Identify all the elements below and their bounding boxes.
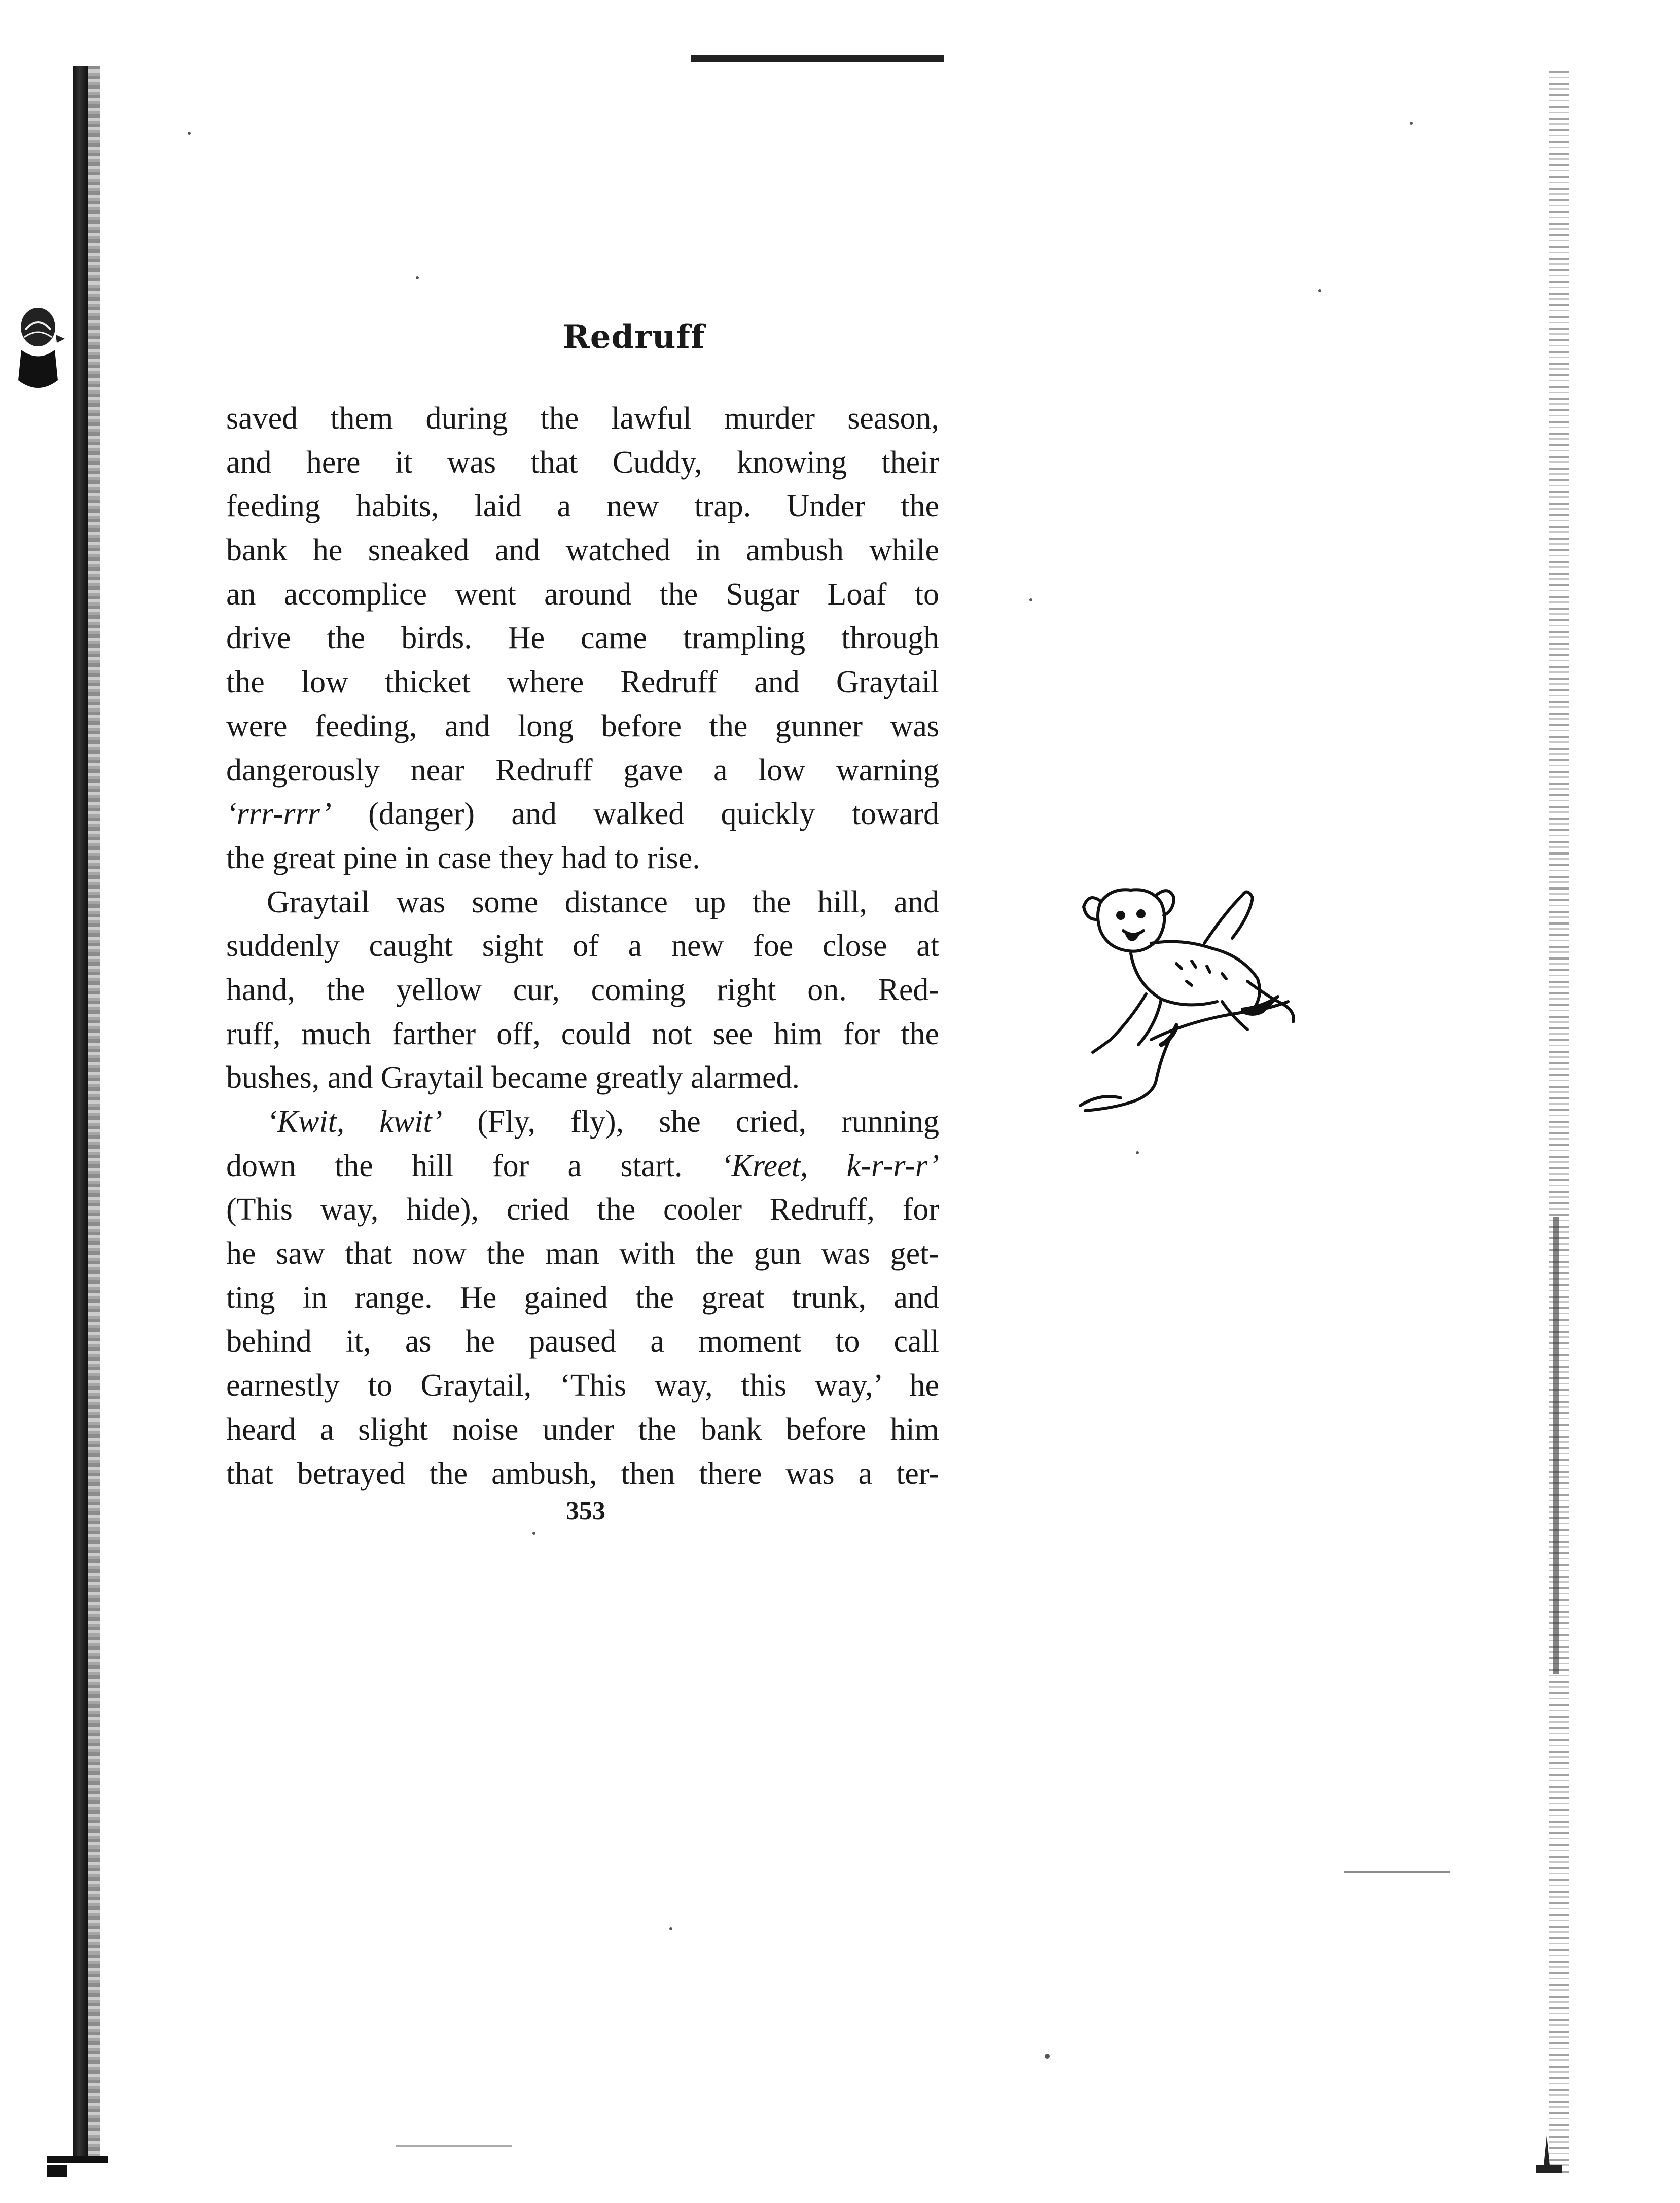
scan-speck: [1318, 289, 1321, 292]
text-line: hand, the yellow cur, coming right on. Red-: [226, 972, 939, 1007]
text-line: feeding habits, laid a new trap. Under the: [226, 489, 939, 524]
scan-speck: [532, 1532, 535, 1535]
text-line-lead: down the hill for a start.: [226, 1148, 721, 1183]
scan-line: [1344, 1871, 1450, 1873]
text-line: bank he sneaked and watched in ambush while: [226, 533, 939, 568]
scan-right-edge: [1549, 71, 1569, 2176]
text-line: (This way, hide), cried the cooler Redruff, for: [226, 1192, 939, 1227]
scan-left-corner-mark: [47, 2156, 108, 2163]
text-line: the great pine in case they had to rise.: [226, 840, 700, 875]
text-line: heard a slight noise under the bank before him: [226, 1412, 939, 1447]
text-line-rest: (Fly, fly), she cried, running: [442, 1105, 939, 1139]
scan-left-corner-mark-2: [47, 2165, 67, 2177]
text-line: [226, 1100, 939, 1144]
text-line: suddenly caught sight of a new foe close at: [226, 929, 939, 964]
scan-speck: [1136, 1151, 1139, 1154]
text-line: an accomplice went around the Sugar Loaf to: [226, 577, 939, 612]
italic-phrase: ‘Kreet, k-r-r-r’: [721, 1148, 939, 1183]
scan-top-rule: [691, 55, 944, 62]
text-line: [226, 792, 939, 836]
italic-phrase: ‘Kwit, kwit’: [267, 1105, 443, 1139]
text-line: drive the birds. He came trampling through: [226, 621, 939, 656]
text-line: saved them during the lawful murder season,: [226, 401, 939, 436]
text-line: behind it, as he paused a moment to call: [226, 1324, 939, 1359]
scan-speck: [1029, 598, 1032, 601]
text-line: the low thicket where Redruff and Graytail: [226, 665, 939, 700]
text-line: were feeding, and long before the gunner was: [226, 708, 939, 743]
scan-line: [396, 2145, 512, 2147]
scan-speck: [188, 132, 191, 135]
scan-right-edge-shadow: [1553, 1217, 1559, 1674]
text-line: and here it was that Cuddy, knowing their: [226, 445, 939, 480]
text-line: that betrayed the ambush, then there was a ter-: [226, 1456, 939, 1491]
text-line: dangerously near Redruff gave a low warning: [226, 753, 939, 788]
body-text: [226, 397, 939, 1496]
scan-left-binding-edge: [73, 66, 88, 2160]
scan-speck: [1045, 2054, 1050, 2059]
text-line: ruff, much farther off, could not see him for the: [226, 1016, 939, 1051]
scan-right-corner-mark: [1526, 2130, 1567, 2176]
scan-left-binding-texture: [88, 66, 100, 2160]
page-number: 353: [566, 1497, 605, 1525]
text-line: bushes, and Graytail became greatly alarmed.: [226, 1060, 800, 1095]
text-line: he saw that now the man with the gun was get-: [226, 1236, 939, 1271]
italic-phrase: ‘rrr-rrr’: [226, 797, 332, 832]
text-line: Graytail was some distance up the hill, and: [267, 884, 939, 919]
scan-speck: [1410, 122, 1413, 125]
running-dog-sketch-icon: [1070, 872, 1303, 1136]
scan-speck: [416, 276, 419, 279]
text-line: earnestly to Graytail, ‘This way, this way,’ he: [226, 1368, 939, 1403]
scan-speck: [669, 1927, 672, 1930]
running-head: Redruff: [562, 318, 705, 356]
text-line: ting in range. He gained the great trunk, and: [226, 1280, 939, 1315]
text-line: [226, 1144, 939, 1188]
text-line-rest: (danger) and walked quickly toward: [331, 797, 939, 832]
